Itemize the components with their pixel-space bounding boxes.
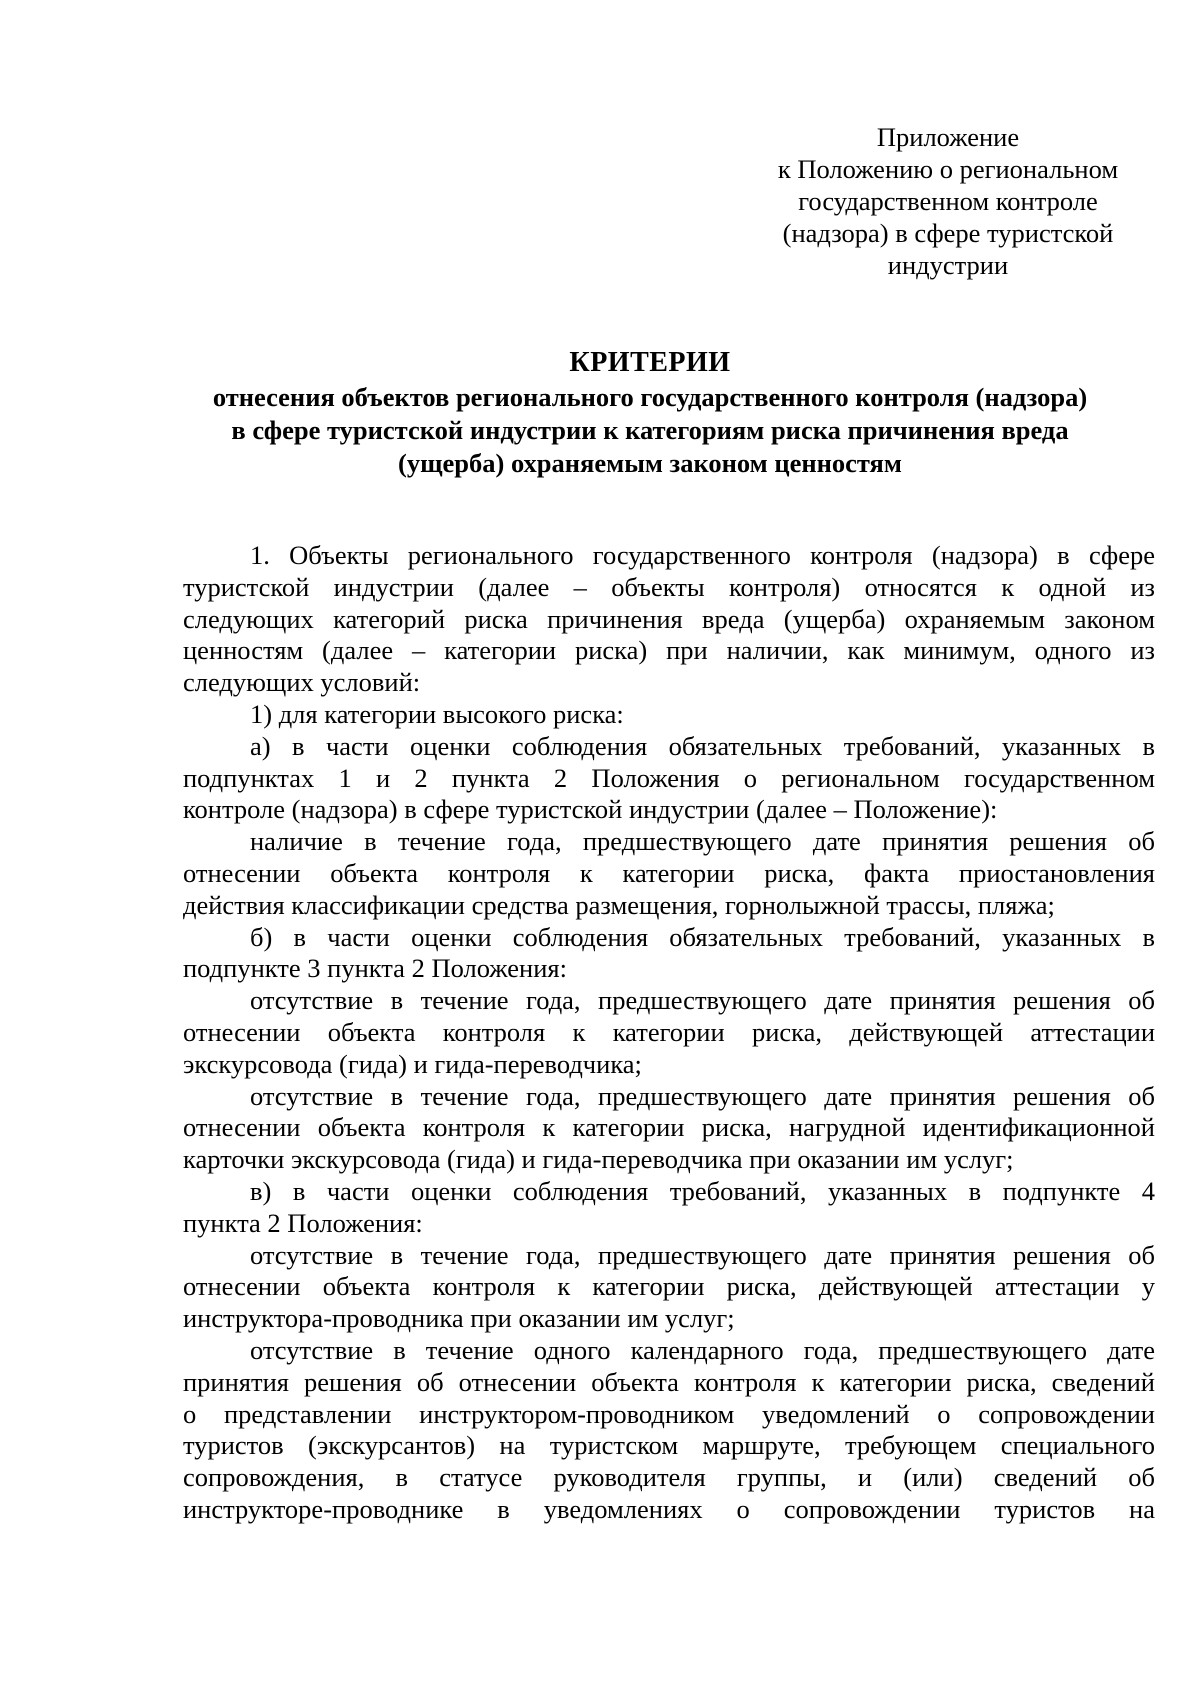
body-line: отсутствие в течение года, предшествующего дате принятия решения об <box>250 985 1155 1016</box>
body-line: инструкторе-проводнике в уведомлениях о сопровождении туристов на <box>183 1493 1155 1524</box>
body-line: наличие в течение года, предшествующего дате принятия решения об <box>250 826 1155 857</box>
body-line: пункта 2 Положения: <box>183 1207 423 1238</box>
document-title: КРИТЕРИИ <box>569 347 731 378</box>
body-line: действия классификации средства размещения, горнолыжной трассы, пляжа; <box>183 889 1055 920</box>
subtitle-line: отнесения объектов регионального государственного контроля (надзора) <box>212 382 1088 412</box>
body-line: экскурсовода (гида) и гида-переводчика; <box>183 1048 642 1079</box>
document-title-block <box>150 345 1150 480</box>
body-line: отсутствие в течение года, предшествующего дате принятия решения об <box>250 1239 1155 1270</box>
appendix-line: (надзора) в сфере туристской <box>782 218 1114 248</box>
body-line: отсутствие в течение года, предшествующего дате принятия решения об <box>250 1080 1155 1111</box>
appendix-line: к Положению о региональном <box>777 154 1119 184</box>
body-line: контроле (надзора) в сфере туристской индустрии (далее – Положение): <box>183 794 998 825</box>
body-line: туристов (экскурсантов) на туристском маршруте, требующем специального <box>183 1430 1155 1461</box>
body-line: отнесении объекта контроля к категории риска, нагрудной идентификационной <box>183 1112 1155 1143</box>
body-line: туристской индустрии (далее – объекты контроля) относятся к одной из <box>183 571 1155 602</box>
body-line: 1. Объекты регионального государственного контроля (надзора) в сфере <box>250 540 1155 570</box>
appendix-line: индустрии <box>887 250 1009 280</box>
body-line: инструктора-проводника при оказании им услуг; <box>183 1303 735 1334</box>
body-line: сопровождения, в статусе руководителя группы, и (или) сведений об <box>183 1462 1155 1493</box>
body-line: отсутствие в течение одного календарного года, предшествующего дате <box>250 1334 1155 1365</box>
body-line: б) в части оценки соблюдения обязательных требований, указанных в <box>250 921 1155 952</box>
body-line: о представлении инструктором-проводником уведомлений о сопровождении <box>183 1398 1155 1429</box>
subtitle-line: в сфере туристской индустрии к категориям риска причинения вреда <box>231 415 1069 445</box>
document-subtitle <box>150 381 1150 480</box>
body-line: принятия решения об отнесении объекта контроля к категории риска, сведений <box>183 1366 1155 1397</box>
appendix-header <box>748 121 1148 281</box>
body-line: а) в части оценки соблюдения обязательных требований, указанных в <box>250 730 1155 761</box>
body-line: подпунктах 1 и 2 пункта 2 Положения о региональном государственном <box>183 762 1155 793</box>
subtitle-line: (ущерба) охраняемым законом ценностям <box>398 448 902 478</box>
body-line: следующих категорий риска причинения вреда (ущерба) охраняемым законом <box>183 603 1155 634</box>
body-line: подпункте 3 пункта 2 Положения: <box>183 953 567 984</box>
body-line: отнесении объекта контроля к категории риска, действующей аттестации у <box>183 1271 1155 1302</box>
body-line: ценностям (далее – категории риска) при наличии, как минимум, одного из <box>183 635 1155 666</box>
body-line: отнесении объекта контроля к категории риска, факта приостановления <box>183 857 1155 888</box>
body-line: в) в части оценки соблюдения требований, указанных в подпункте 4 <box>250 1175 1155 1206</box>
appendix-line: Приложение <box>876 122 1020 152</box>
body-line: карточки экскурсовода (гида) и гида-переводчика при оказании им услуг; <box>183 1144 1014 1175</box>
body-line: 1) для категории высокого риска: <box>250 698 624 729</box>
appendix-line: государственном контроле <box>798 186 1098 216</box>
body-line: следующих условий: <box>183 667 421 698</box>
body-line: отнесении объекта контроля к категории риска, действующей аттестации <box>183 1016 1155 1047</box>
document-body <box>183 540 1155 1526</box>
